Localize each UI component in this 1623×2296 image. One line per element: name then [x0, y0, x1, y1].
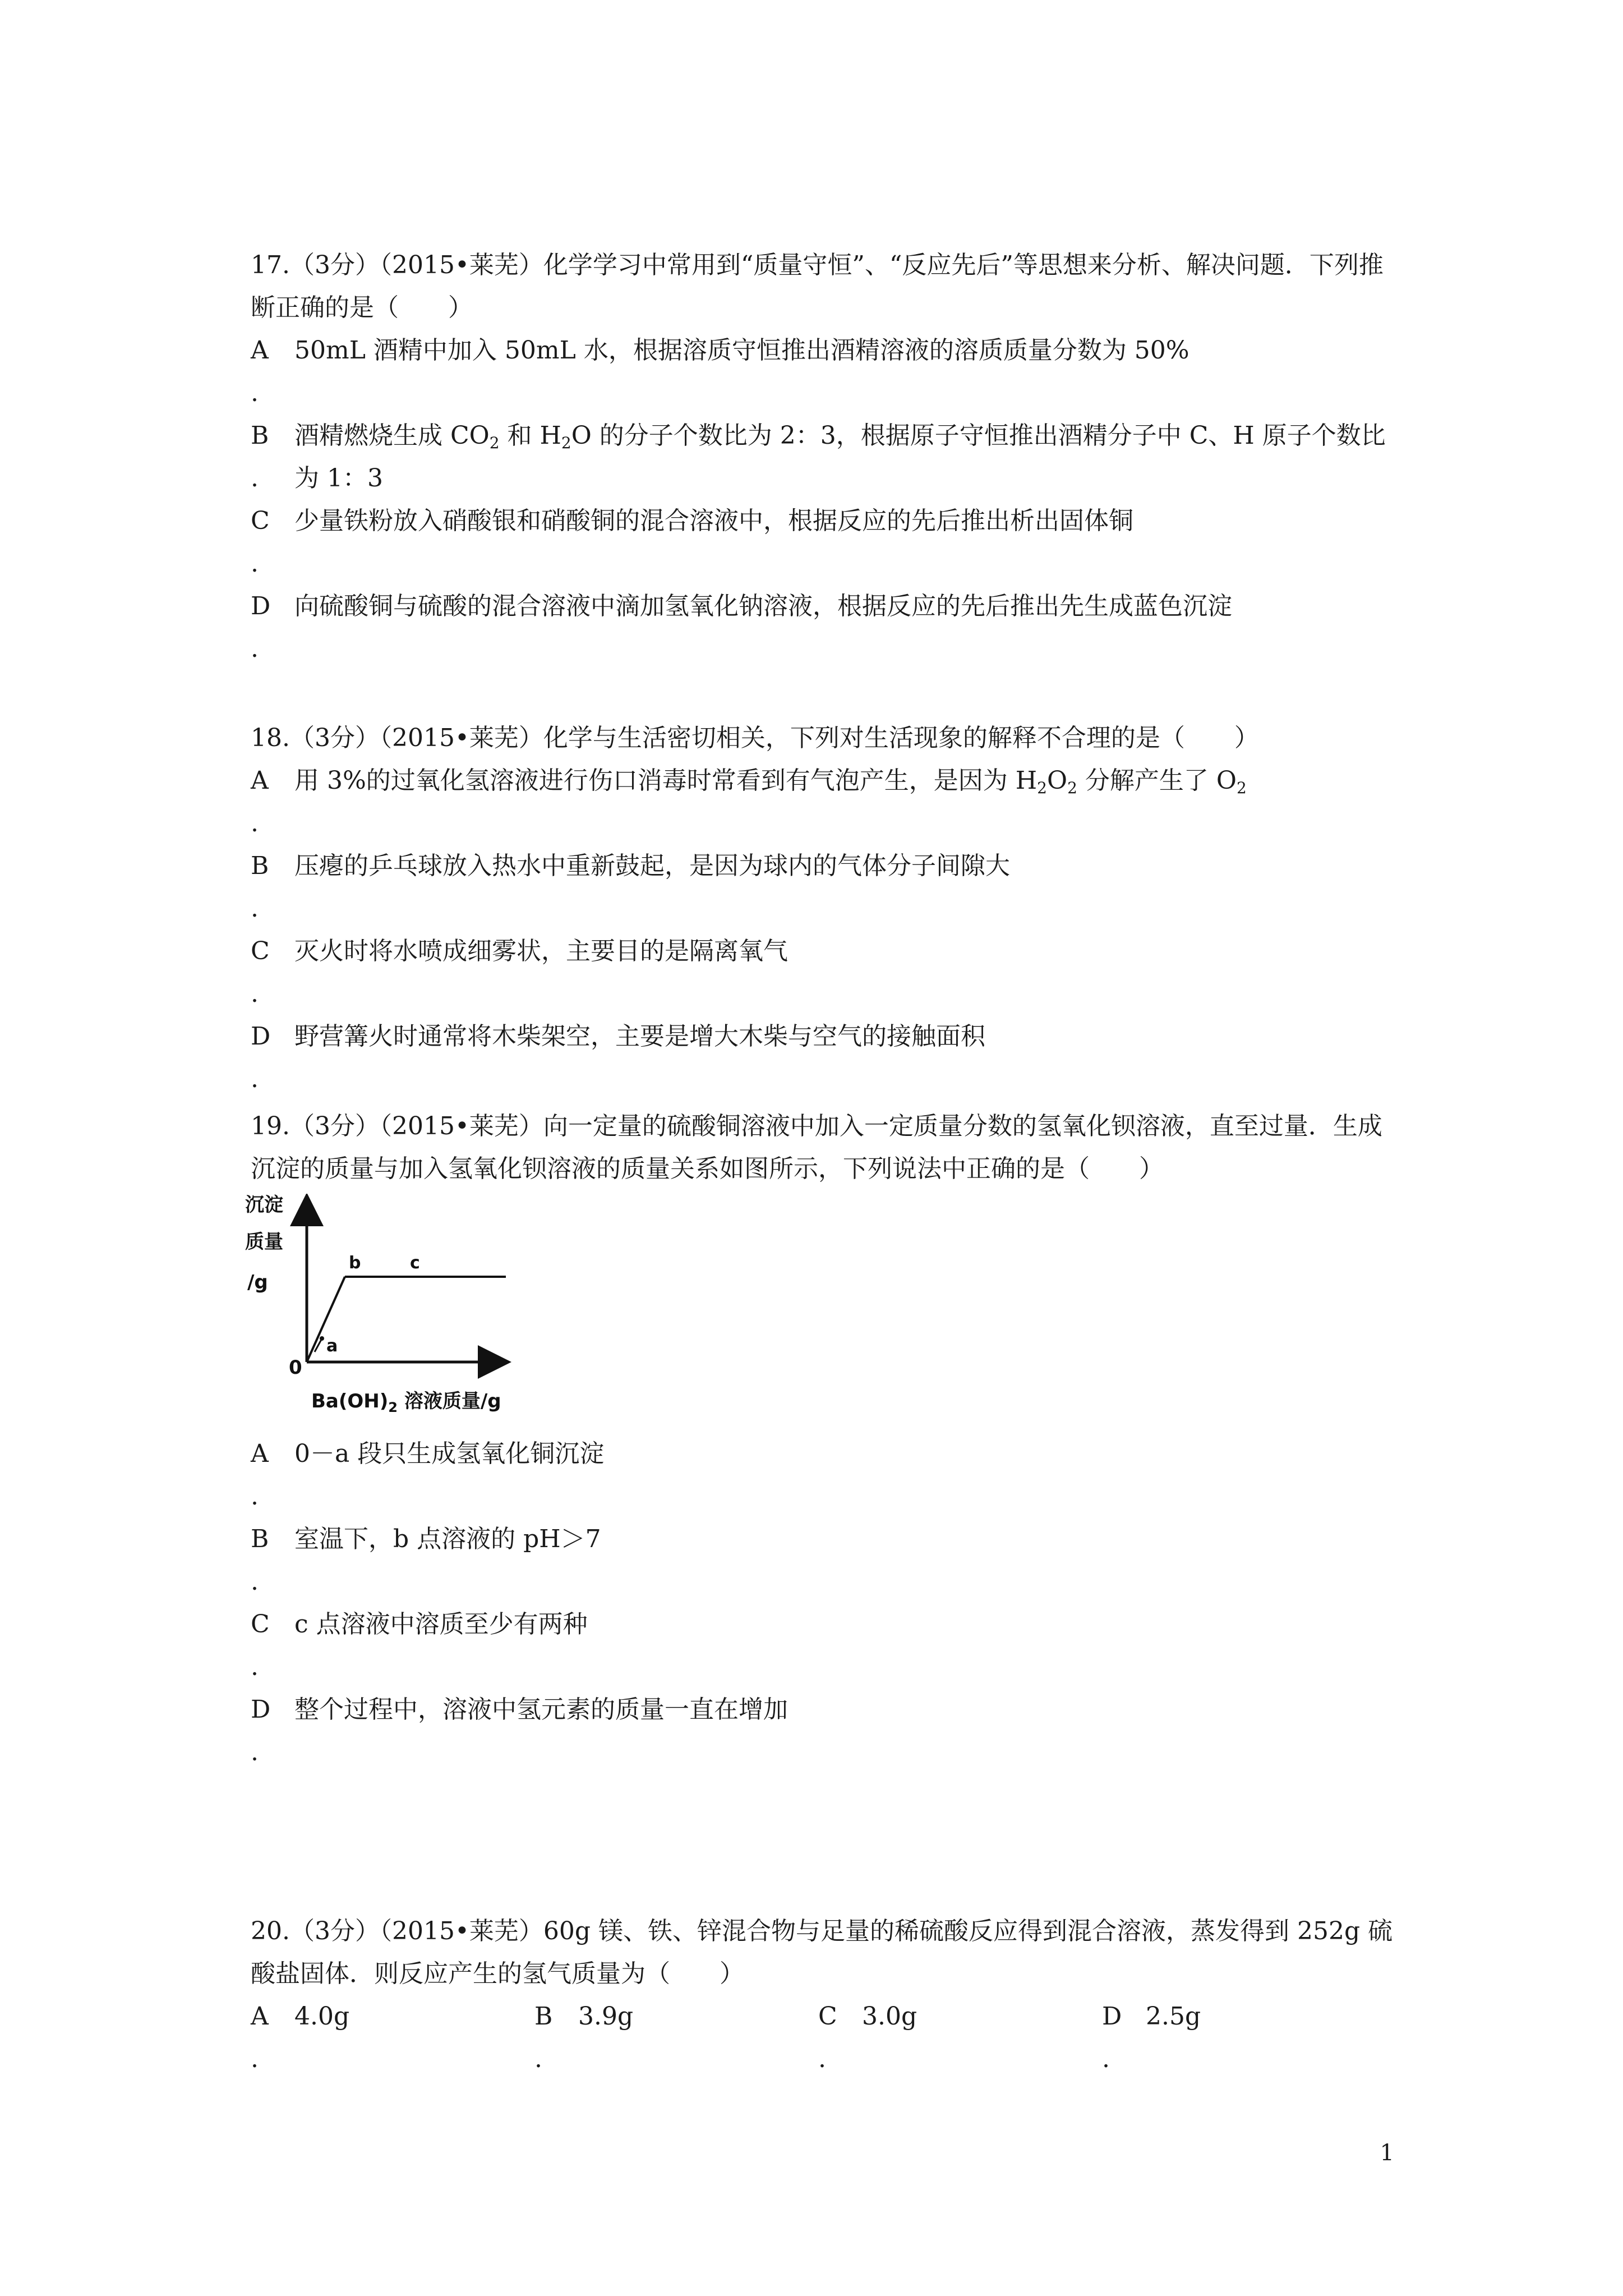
option-dot: . [251, 634, 259, 663]
question-18-option-c[interactable] [251, 930, 1395, 1015]
question-17-option-d[interactable] [251, 585, 1395, 670]
graph-xlabel [311, 1390, 501, 1415]
option-letter: C [251, 507, 270, 535]
question-17-option-a[interactable] [251, 329, 1395, 415]
question-19-option-c[interactable] [251, 1603, 1395, 1688]
xlabel-part: 溶液质量/g [398, 1390, 501, 1412]
graph-origin-label: 0 [289, 1356, 302, 1379]
point-a-marker [320, 1336, 324, 1341]
option-text [294, 760, 1395, 802]
option-dot: . [251, 809, 259, 838]
option-dot: . [251, 2045, 259, 2073]
question-20-option-c[interactable] [818, 1995, 1099, 2081]
option-text-part: O [1046, 766, 1068, 795]
subscript: 2 [561, 434, 571, 452]
question-20-option-a[interactable] [251, 1995, 531, 2081]
question-17 [251, 244, 1395, 670]
option-text: 3.0g [862, 2002, 917, 2031]
question-19-option-b[interactable] [251, 1518, 1395, 1603]
option-letter: D [251, 1695, 271, 1724]
question-20-option-b[interactable] [534, 1995, 815, 2081]
option-letter: A [251, 1439, 269, 1468]
option-text: 2.5g [1146, 2002, 1201, 2031]
option-text: 整个过程中，溶液中氢元素的质量一直在增加 [294, 1695, 788, 1724]
option-text: c 点溶液中溶质至少有两种 [294, 1610, 588, 1639]
option-letter: C [251, 937, 270, 965]
option-text: 0－a 段只生成氢氧化铜沉淀 [294, 1439, 605, 1468]
option-text: 少量铁粉放入硝酸银和硝酸铜的混合溶液中，根据反应的先后推出析出固体铜 [294, 507, 1133, 535]
graph-ylabel-line3: /g [247, 1271, 268, 1294]
option-letter: D [251, 1022, 271, 1051]
option-letter: D [1102, 2002, 1122, 2031]
subscript: 2 [1236, 779, 1247, 797]
option-letter: C [818, 2002, 837, 2031]
option-text: 50mL 酒精中加入 50mL 水，根据溶质守恒推出酒精溶液的溶质质量分数为 50% [294, 336, 1189, 365]
option-dot: . [251, 379, 259, 407]
option-text: 野营篝火时通常将木柴架空，主要是增大木柴与空气的接触面积 [294, 1022, 985, 1051]
option-dot: . [251, 1482, 259, 1511]
question-19 [245, 1105, 1395, 1774]
graph-point-b-label: b [349, 1253, 361, 1273]
option-letter: D [251, 592, 271, 620]
question-18-option-b[interactable] [251, 845, 1395, 930]
page-number: 1 [1380, 2140, 1394, 2166]
question-19-stem: 19.（3分）（2015•莱芜）向一定量的硫酸铜溶液中加入一定质量分数的氢氧化钡溶液，直至过量．生成沉淀的质量与加入氢氧化钡溶液的质量关系如图所示，下列说法中正确的是（ ） [251, 1112, 1382, 1183]
precipitate-mass-graph [245, 1194, 559, 1429]
option-letter: B [251, 1525, 269, 1553]
option-letter: B [534, 2002, 553, 2031]
option-text: 向硫酸铜与硫酸的混合溶液中滴加氢氧化钠溶液，根据反应的先后推出先生成蓝色沉淀 [294, 592, 1232, 620]
question-17-stem: 17.（3分）（2015•莱芜）化学学习中常用到“质量守恒”、“反应先后”等思想来分析、解决问题．下列推断正确的是（ ） [251, 251, 1384, 322]
option-text-part: 酒精燃烧生成 CO [294, 421, 490, 450]
option-dot: . [251, 1567, 259, 1596]
question-18 [251, 717, 1395, 1101]
option-letter: C [251, 1610, 270, 1639]
question-18-stem: 18.（3分）（2015•莱芜）化学与生活密切相关，下列对生活现象的解释不合理的是（ ） [251, 724, 1259, 752]
option-text: 灭火时将水喷成细雾状，主要目的是隔离氧气 [294, 937, 788, 965]
option-dot: . [251, 894, 259, 923]
question-20 [251, 1910, 1395, 2081]
question-20-options-row [251, 1995, 1395, 2081]
option-dot: . [251, 549, 259, 578]
option-dot: . [251, 1738, 259, 1766]
xlabel-part: Ba(OH) [311, 1390, 389, 1412]
option-text: 室温下，b 点溶液的 pH＞7 [294, 1525, 601, 1553]
option-dot: . [251, 979, 259, 1008]
question-17-option-b[interactable] [251, 415, 1395, 500]
question-20-option-d[interactable] [1102, 1995, 1382, 2081]
option-text: 4.0g [294, 2002, 350, 2031]
subscript: 2 [1067, 779, 1077, 797]
option-letter: A [251, 2002, 269, 2031]
graph-point-c-label: c [410, 1253, 420, 1273]
option-text-part: 和 H [499, 421, 561, 450]
question-18-option-d[interactable] [251, 1015, 1395, 1101]
question-19-option-d[interactable] [251, 1688, 1395, 1774]
option-dot: . [251, 1653, 259, 1681]
option-text: 压瘪的乒乓球放入热水中重新鼓起，是因为球内的气体分子间隙大 [294, 852, 1010, 880]
option-text-part: O 的分子个数比为 2：3，根据原子守恒推出酒精分子中 C、H 原子个数比为 1：3 [294, 421, 1386, 493]
option-dot: . [1102, 2045, 1110, 2073]
graph-point-a-label: a [326, 1336, 338, 1356]
option-text [294, 415, 1395, 500]
option-dot: . [251, 1065, 259, 1093]
option-letter: B [251, 852, 269, 880]
subscript: 2 [489, 434, 500, 452]
subscript: 2 [1037, 779, 1047, 797]
option-dot: . [818, 2045, 826, 2073]
option-text: 3.9g [578, 2002, 634, 2031]
option-letter: A [251, 766, 269, 795]
option-text-part: 用 3%的过氧化氢溶液进行伤口消毒时常看到有气泡产生，是因为 H [294, 766, 1038, 795]
option-dot: . [534, 2045, 542, 2073]
question-20-stem: 20.（3分）（2015•莱芜）60g 镁、铁、锌混合物与足量的稀硫酸反应得到混合溶液，蒸发得到 252g 硫酸盐固体．则反应产生的氢气质量为（ ） [251, 1917, 1393, 1988]
option-letter: A [251, 336, 269, 365]
option-letter: B [251, 421, 269, 450]
question-18-option-a[interactable] [251, 760, 1395, 845]
graph-ylabel-line2: 质量 [245, 1231, 283, 1253]
question-19-option-a[interactable] [251, 1433, 1395, 1518]
rising-segment [307, 1277, 345, 1362]
option-dot: . [251, 464, 259, 493]
graph-ylabel-line1: 沉淀 [245, 1194, 283, 1216]
subscript: 2 [388, 1400, 398, 1415]
option-text-part: 分解产生了 O [1077, 766, 1237, 795]
question-17-option-c[interactable] [251, 500, 1395, 585]
